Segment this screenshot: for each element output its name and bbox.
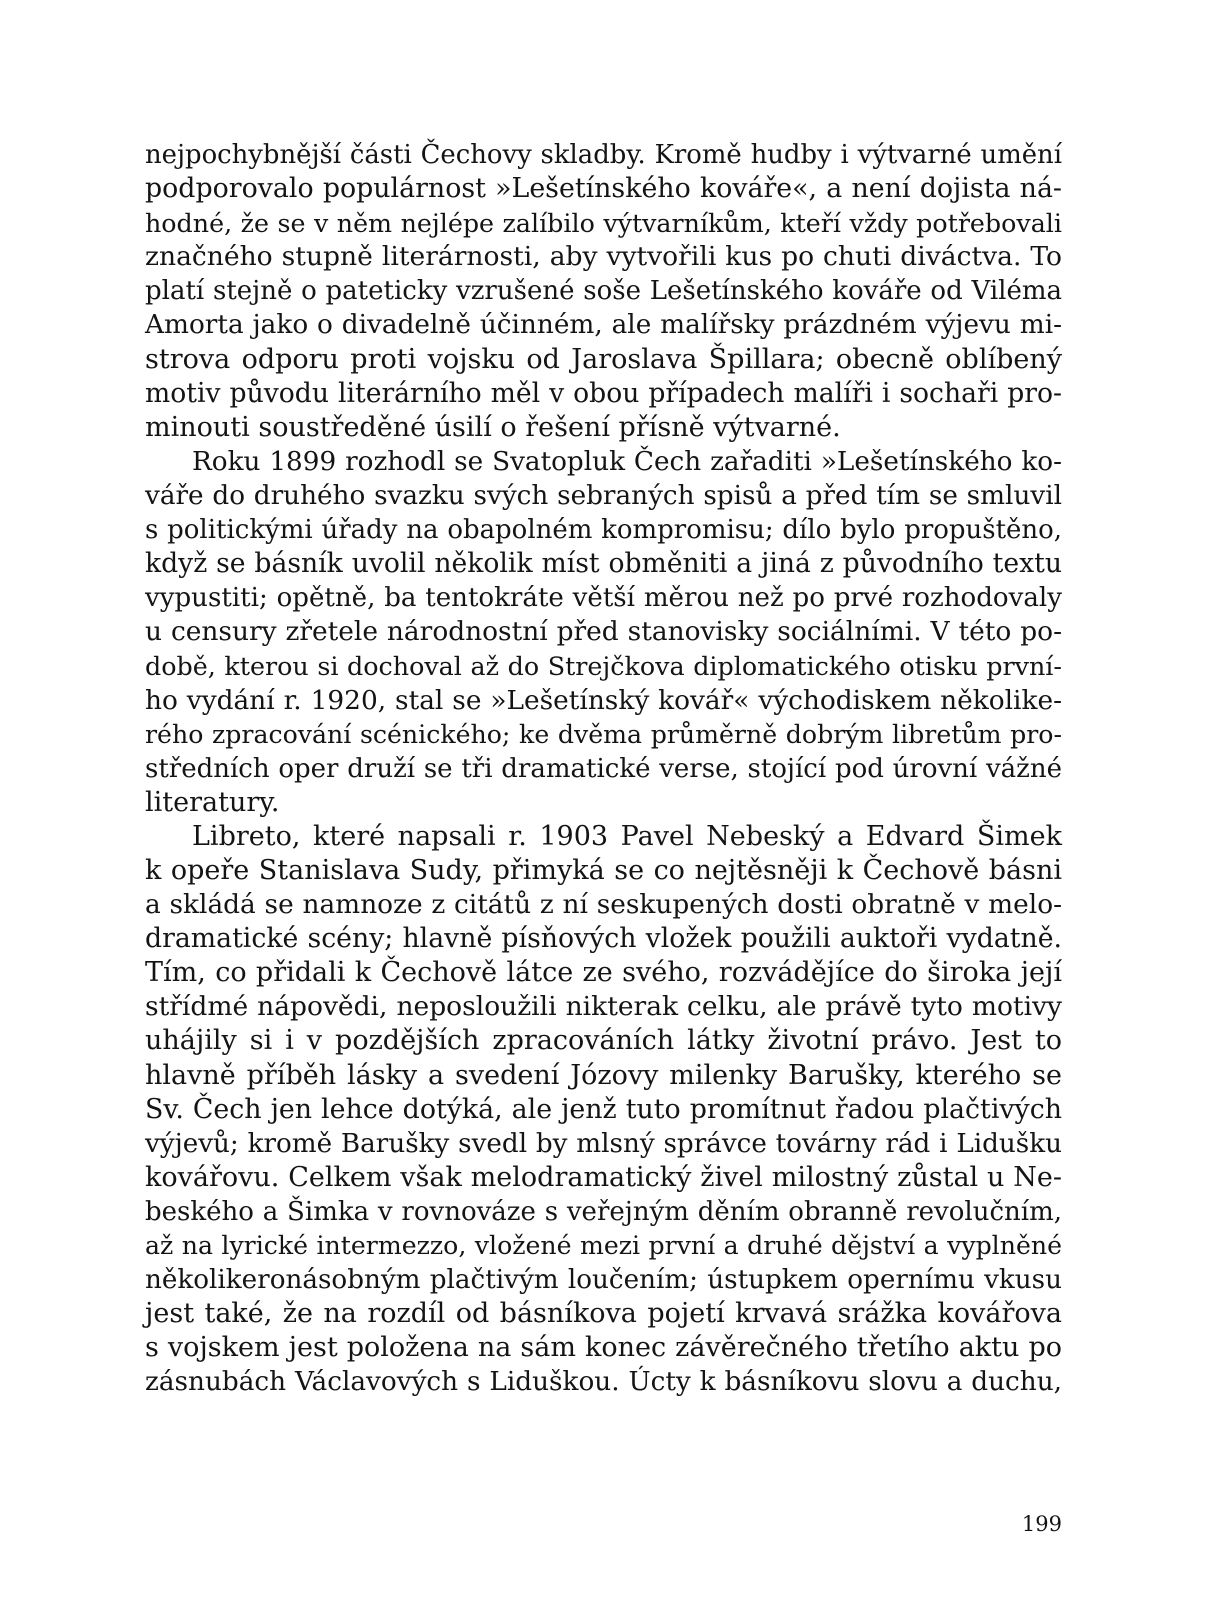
- text-line: dramatické scény; hlavně písňových vložek použili auktoři vydatně.: [145, 923, 1062, 955]
- text-line: k opeře Stanislava Sudy, přimyká se co nejtěsněji k Čechově básni: [145, 854, 1062, 886]
- text-line: době, kterou si dochoval až do Strejčkova diplomatického otisku první-: [145, 651, 1062, 682]
- text-line: středních oper druží se tři dramatické verse, stojící pod úrovní vážné: [145, 753, 1062, 784]
- page-number: 199: [1021, 1512, 1062, 1536]
- text-line: strova odporu proti vojsku od Jaroslava Špillara; obecně oblíbený: [145, 343, 1062, 375]
- paragraph: [145, 138, 1062, 445]
- text-line: Sv. Čech jen lehce dotýká, ale jenž tuto promítnut řadou plačtivých: [145, 1093, 1062, 1125]
- text-line: hlavně příběh lásky a svedení Józovy milenky Barušky, kterého se: [145, 1059, 1062, 1091]
- text-line: nejpochybnější části Čechovy skladby. Kromě hudby i výtvarné umění: [145, 140, 1062, 170]
- text-line: zásnubách Václavových s Liduškou. Úcty k básníkovu slovu a duchu,: [145, 1367, 1062, 1398]
- text-line: rého zpracování scénického; ke dvěma průměrně dobrým libretům pro-: [145, 719, 1062, 749]
- text-line: minouti soustředěné úsilí o řešení přísně výtvarné.: [145, 411, 841, 443]
- text-line: jest také, že na rozdíl od básníkova pojetí krvavá srážka kovářova: [145, 1298, 1062, 1330]
- text-line: Roku 1899 rozhodl se Svatopluk Čech zařaditi »Lešetínského ko-: [192, 446, 1062, 477]
- text-line: Tím, co přidali k Čechově látce ze svého, rozvádějíce do široka její: [145, 957, 1062, 989]
- text-line: kovářovu. Celkem však melodramatický živel milostný zůstal u Ne-: [145, 1161, 1062, 1193]
- paragraph: [145, 820, 1062, 1400]
- text-line: Libreto, které napsali r. 1903 Pavel Nebeský a Edvard Šimek: [192, 820, 1062, 852]
- text-line: několikeronásobným plačtivým loučením; ústupkem opernímu vkusu: [145, 1265, 1062, 1296]
- text-line: hodné, že se v něm nejlépe zalíbilo výtvarníkům, kteří vždy potřebovali: [145, 208, 1062, 239]
- body-text: [145, 138, 1062, 1399]
- text-line: s vojskem jest položena na sám konec závěrečného třetího aktu po: [145, 1332, 1062, 1364]
- text-line: literatury.: [145, 786, 280, 818]
- text-line: váře do druhého svazku svých sebraných spisů a před tím se smluvil: [145, 480, 1062, 511]
- text-line: až na lyrické intermezzo, vložené mezi první a druhé dějství a vyplněné: [145, 1231, 1062, 1260]
- text-line: výjevů; kromě Barušky svedl by mlsný správce továrny rád i Lidušku: [145, 1128, 1062, 1159]
- text-line: značného stupně literárnosti, aby vytvořili kus po chuti diváctva. To: [145, 241, 1062, 273]
- text-line: platí stejně o pateticky vzrušené soše Lešetínského kováře od Viléma: [145, 276, 1062, 307]
- text-line: vypustiti; opětně, ba tentokráte větší měrou než po prvé rozhodovaly: [145, 583, 1062, 614]
- text-line: u censury zřetele národnostní před stanovisky sociálními. V této po-: [145, 616, 1062, 648]
- text-line: motiv původu literárního měl v obou případech malíři i sochaři pro-: [145, 377, 1062, 409]
- text-line: s politickými úřady na obapolném kompromisu; dílo bylo propuštěno,: [145, 515, 1062, 546]
- text-line: a skládá se namnoze z citátů z ní seskupených dosti obratně v melo-: [145, 890, 1062, 921]
- text-line: Amorta jako o divadelně účinném, ale malířsky prázdném výjevu mi-: [145, 310, 1062, 341]
- text-line: když se básník uvolil několik míst obměniti a jiná z původního textu: [145, 548, 1062, 580]
- text-line: střídmé nápovědi, neposloužili nikterak celku, ale právě tyto motivy: [145, 991, 1062, 1023]
- text-line: uhájily si i v pozdějších zpracováních látky životní právo. Jest to: [145, 1025, 1062, 1057]
- text-line: ho vydání r. 1920, stal se »Lešetínský kovář« východiskem několike-: [145, 685, 1062, 716]
- paragraph: [145, 445, 1062, 820]
- text-line: podporovalo populárnost »Lešetínského kováře«, a není dojista ná-: [145, 173, 1062, 205]
- text-line: beského a Šimka v rovnováze s veřejným děním obranně revolučním,: [145, 1196, 1062, 1227]
